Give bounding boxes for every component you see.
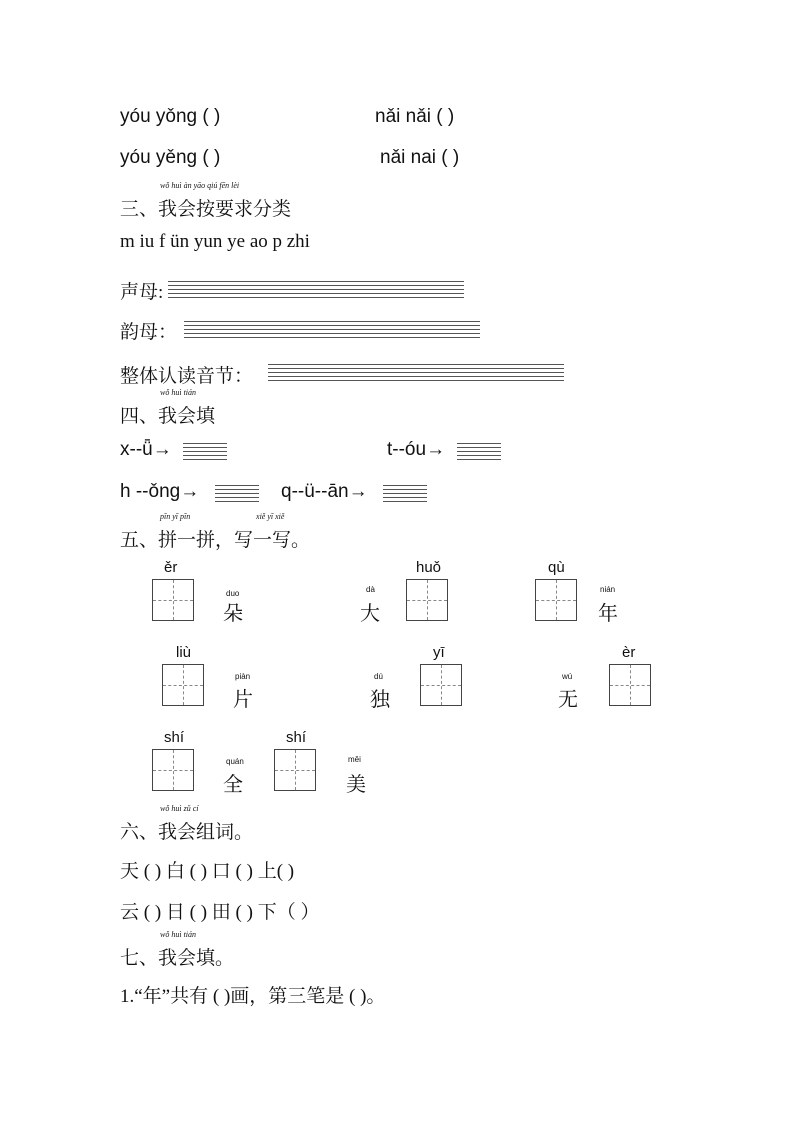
- section-3-heading: [120, 181, 292, 221]
- cell-8-pinyin: shí: [286, 729, 307, 746]
- cell-3-char: 年: [598, 601, 618, 625]
- section-5-ruby-2: xiě yī xiě: [256, 512, 285, 521]
- cell-4-pinyin: liù: [176, 644, 192, 661]
- section-7-heading: [120, 930, 235, 970]
- cell-3-char-pinyin: nián: [600, 585, 616, 594]
- writing-box-4[interactable]: [162, 664, 204, 706]
- section-6-number: 六、: [120, 822, 159, 843]
- cell-3-pinyin: qù: [548, 559, 565, 576]
- fill-item-1-lines[interactable]: [183, 443, 227, 463]
- cell-6-pinyin: èr: [622, 644, 636, 661]
- writing-box-8[interactable]: [274, 749, 316, 791]
- cell-7-pinyin: shí: [164, 729, 185, 746]
- cell-5-pinyin: yī: [433, 644, 445, 661]
- section-5-number: 五、: [120, 530, 159, 551]
- cell-7-char: 全: [223, 772, 243, 796]
- letters-to-classify: m iu f ün yun ye ao p zhi: [120, 231, 310, 252]
- section-3-title: 我会按要求分类: [158, 199, 292, 220]
- cell-7-char-pinyin: quán: [226, 757, 244, 766]
- section-3-number: 三、: [120, 199, 159, 220]
- question-1[interactable]: 1.“年”共有 ( )画，第三笔是 ( )。: [120, 986, 386, 1007]
- section-5-ruby-1: pīn yī pīn: [160, 512, 191, 521]
- cell-5-char: 独: [370, 687, 390, 711]
- section-7-title: 我会填。: [158, 948, 235, 969]
- cell-6-char-pinyin: wú: [562, 672, 573, 681]
- fill-item-4: q--ü--ān→: [281, 481, 368, 502]
- writing-box-6[interactable]: [609, 664, 651, 706]
- writing-box-2[interactable]: [406, 579, 448, 621]
- section-5-title: 拼一拼，写一写。: [158, 530, 311, 551]
- section-5-heading: [120, 512, 311, 552]
- section-4-title: 我会填: [158, 406, 216, 427]
- cell-5-char-pinyin: dú: [374, 672, 383, 681]
- cell-8-char: 美: [346, 772, 366, 796]
- zhengti-label: 整体认读音节：: [120, 366, 254, 387]
- pinyin-row-2-left: yóu yěng ( ): [120, 147, 221, 168]
- zhengti-answer-lines[interactable]: [268, 364, 564, 384]
- pinyin-row-2-right: nǎi nai ( ): [380, 147, 460, 168]
- cell-4-char: 片: [233, 687, 253, 711]
- cell-1-char: 朵: [223, 601, 243, 625]
- shengmu-answer-lines[interactable]: [168, 281, 464, 301]
- pinyin-row-1-left: yóu yǒng ( ): [120, 106, 221, 127]
- yunmu-label: 韵母：: [120, 322, 178, 343]
- yunmu-answer-lines[interactable]: [184, 321, 480, 341]
- section-6-heading: [120, 804, 254, 844]
- word-row-1[interactable]: 天 ( ) 白 ( ) 口 ( ) 上( ): [120, 861, 295, 882]
- section-3-ruby: wǒ huì àn yāo qiú fēn lèi: [160, 181, 240, 190]
- writing-box-3[interactable]: [535, 579, 577, 621]
- cell-8-char-pinyin: měi: [348, 755, 361, 764]
- fill-item-2: t--óu→: [387, 439, 446, 460]
- cell-2-char-pinyin: dà: [366, 585, 375, 594]
- cell-2-char: 大: [360, 601, 380, 625]
- cell-1-char-pinyin: duo: [226, 589, 240, 598]
- shengmu-label: 声母:: [120, 282, 164, 303]
- fill-item-3: h --ǒng→: [120, 481, 200, 502]
- section-4-number: 四、: [120, 406, 159, 427]
- section-7-number: 七、: [120, 948, 159, 969]
- section-4-ruby: wǒ huì tián: [160, 388, 197, 397]
- cell-6-char: 无: [558, 687, 578, 711]
- cell-1-pinyin: ěr: [164, 559, 178, 576]
- cell-4-char-pinyin: piàn: [235, 672, 251, 681]
- section-7-ruby: wǒ huì tián: [160, 930, 197, 939]
- word-row-2[interactable]: 云 ( ) 日 ( ) 田 ( ) 下（ ）: [120, 902, 320, 923]
- fill-item-1: x--ǖ→: [120, 439, 172, 460]
- section-6-ruby: wǒ huì zǔ cí: [160, 804, 199, 813]
- cell-2-pinyin: huǒ: [416, 559, 442, 576]
- fill-item-2-lines[interactable]: [457, 443, 501, 463]
- section-6-title: 我会组词。: [158, 822, 254, 843]
- pinyin-row-1-right: nǎi nǎi ( ): [375, 106, 455, 127]
- writing-box-1[interactable]: [152, 579, 194, 621]
- section-4-heading: [120, 388, 216, 428]
- fill-item-3-lines[interactable]: [215, 485, 259, 505]
- fill-item-4-lines[interactable]: [383, 485, 427, 505]
- writing-box-7[interactable]: [152, 749, 194, 791]
- writing-box-5[interactable]: [420, 664, 462, 706]
